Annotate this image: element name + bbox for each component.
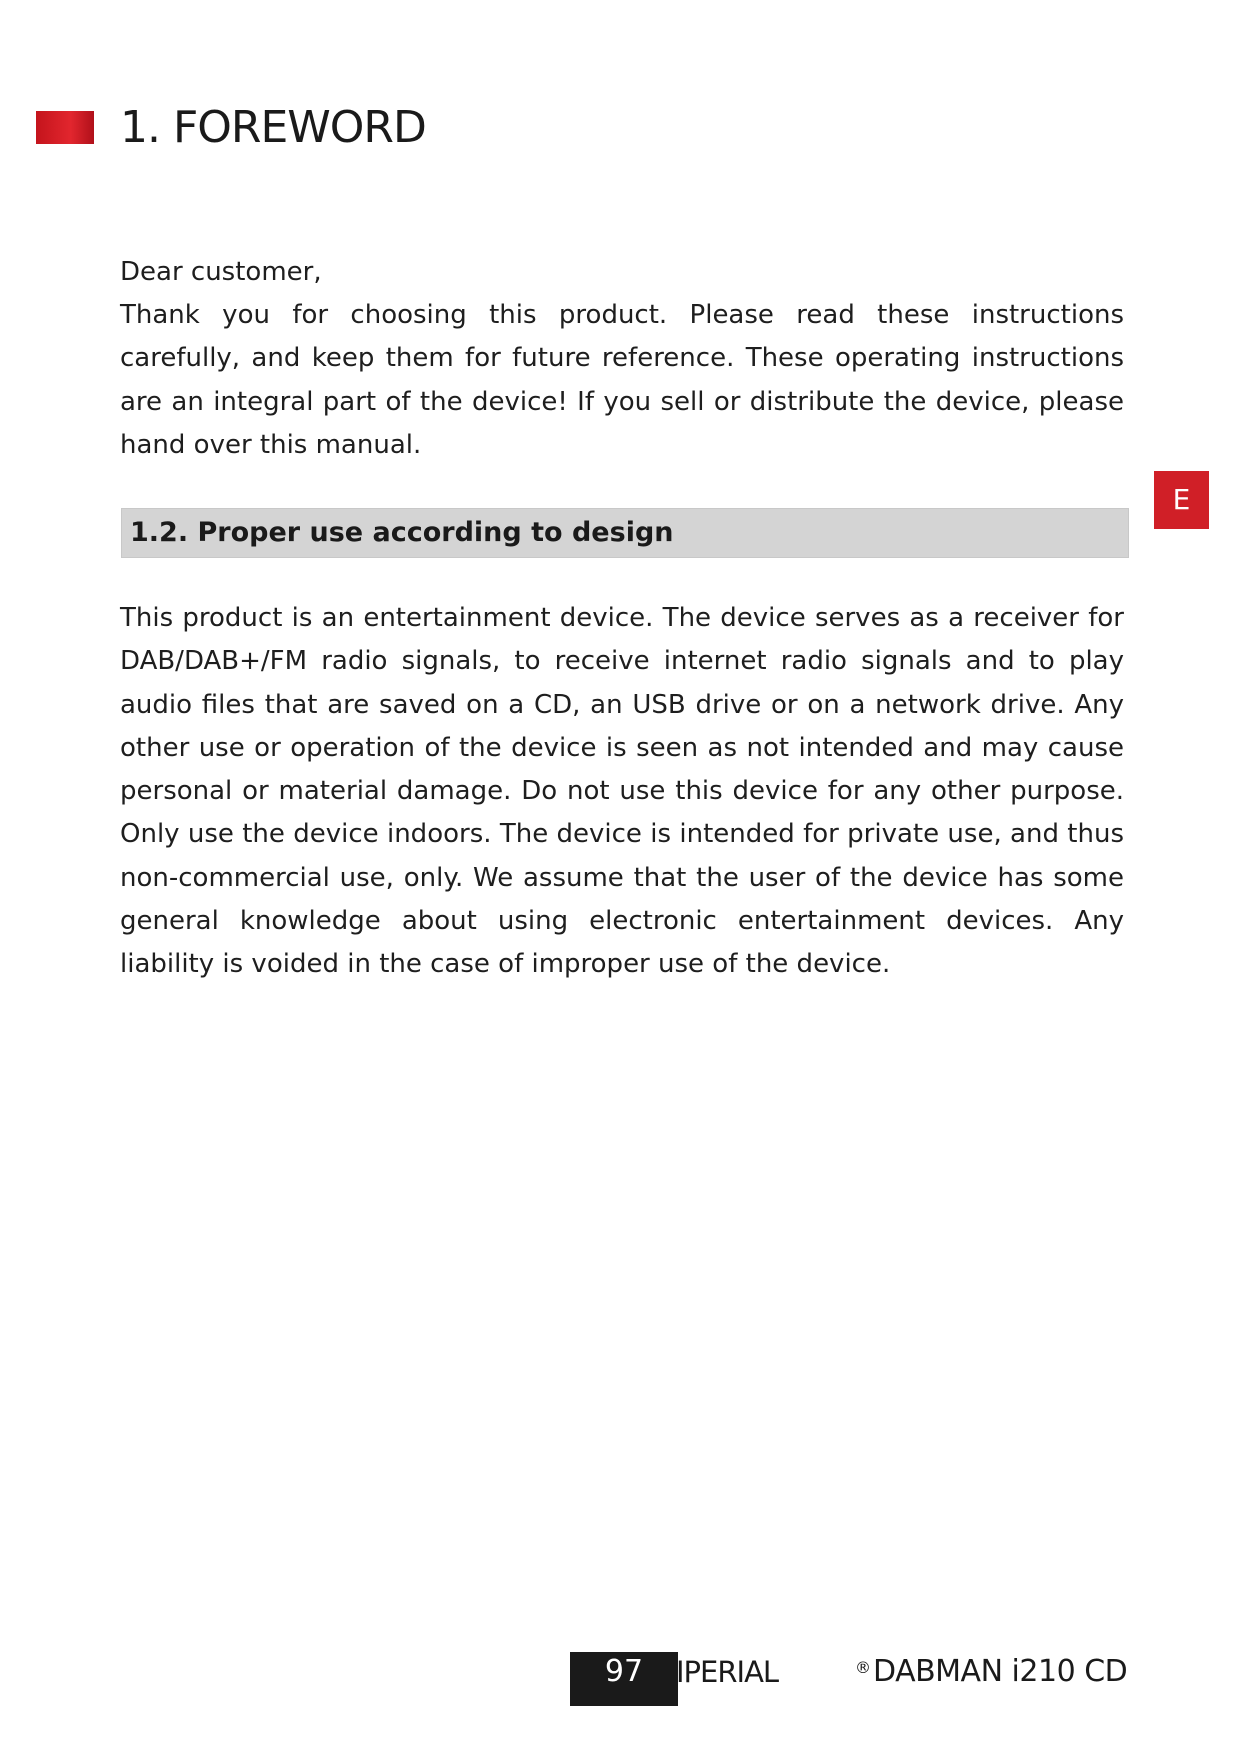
page-number: 97	[570, 1652, 678, 1706]
registered-mark: ®	[855, 1658, 871, 1677]
section-header	[121, 508, 1129, 558]
heading-marker-bar	[36, 111, 94, 144]
section-title: 1.2. Proper use according to design	[130, 517, 674, 548]
footer-brand: IPERIAL	[676, 1655, 779, 1689]
proper-use-paragraph: This product is an entertainment device. The device serves as a receiver for DAB/DAB+/FM radio signals, to receive internet radio signals and to play audio files that are saved on a CD, an USB drive or on a network drive. Any other use or operation of the device is seen as not intended and may cause personal or material damage. Do not use this device for any other purpose. Only use the device indoors. The device is intended for private use, and thus non-commercial use, only. We assume that the user of the device has some general knowledge about using electronic entertainment devices. Any liability is voided in the case of improper use of the device.	[120, 603, 1124, 980]
language-tab: E	[1154, 471, 1209, 529]
intro-paragraph: Thank you for choosing this product. Please read these instructions carefully, and keep them for future reference. These operating instructions are an integral part of the device! If you sell or distribute the device, please hand over this manual.	[120, 300, 1124, 460]
footer-model-name: DABMAN i210 CD	[873, 1654, 1128, 1689]
page-title: 1. FOREWORD	[120, 102, 426, 153]
salutation: Dear customer,	[120, 257, 322, 287]
